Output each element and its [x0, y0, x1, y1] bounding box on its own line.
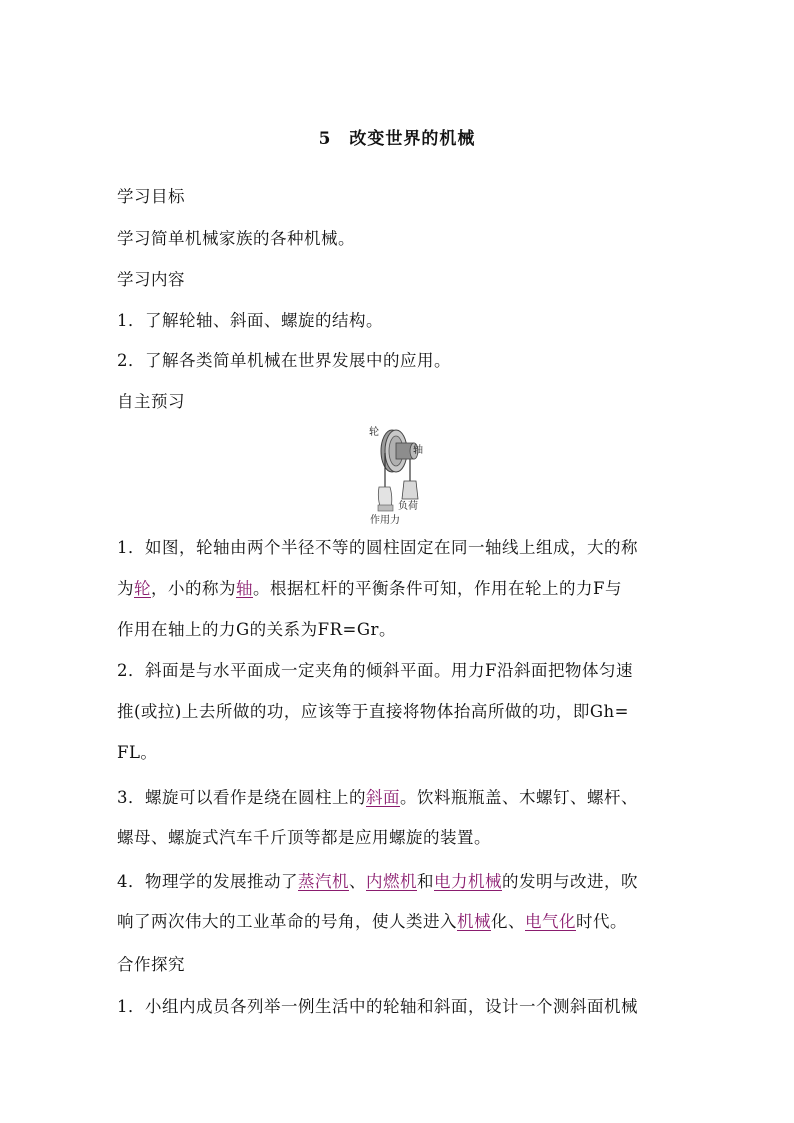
figure-label-force: 作用力 — [370, 515, 400, 526]
p4-text: 和 — [417, 872, 434, 891]
p1-line1: 1．如图，轮轴由两个半径不等的圆柱固定在同一轴线上组成，大的称 — [117, 538, 638, 557]
p4-line1 — [117, 871, 687, 893]
answer-combustion-engine: 内燃机 — [366, 872, 417, 891]
page-title: 5 改变世界的机械 — [318, 129, 476, 149]
p4-text: 4．物理学的发展推动了 — [117, 872, 298, 891]
p1-line3: 作用在轴上的力G的关系为FR=Gr。 — [117, 620, 396, 639]
answer-axle: 轴 — [236, 579, 253, 598]
answer-wheel: 轮 — [134, 579, 151, 598]
p3-text: 。饮料瓶瓶盖、木螺钉、螺杆、 — [400, 788, 638, 807]
p3-line2: 螺母、螺旋式汽车千斤顶等都是应用螺旋的装置。 — [117, 828, 491, 847]
p4-text: 、 — [349, 872, 366, 891]
p4-text: 的发明与改进，吹 — [502, 872, 638, 891]
answer-electrification: 电气化 — [525, 912, 576, 931]
p1-line2 — [117, 578, 687, 600]
figure-label-load: 负荷 — [398, 501, 418, 512]
p4-text: 化、 — [491, 912, 525, 931]
content-item-1: 1．了解轮轴、斜面、螺旋的结构。 — [117, 311, 383, 330]
section-heading-content: 学习内容 — [117, 270, 185, 289]
answer-mechanization: 机械 — [457, 912, 491, 931]
figure-label-axle: 轴 — [413, 445, 423, 456]
p3-text: 3．螺旋可以看作是绕在圆柱上的 — [117, 788, 366, 807]
p4-text: 响了两次伟大的工业革命的号角，使人类进入 — [117, 912, 457, 931]
p2-line2: 推(或拉)上去所做的功，应该等于直接将物体抬高所做的功，即Gh= — [117, 702, 630, 721]
p2-line1: 2．斜面是与水平面成一定夹角的倾斜平面。用力F沿斜面把物体匀速 — [117, 661, 633, 680]
answer-incline: 斜面 — [366, 788, 400, 807]
section-heading-goal: 学习目标 — [117, 187, 185, 206]
p1-text: 为 — [117, 579, 134, 598]
coop-item-1: 1．小组内成员各列举一例生活中的轮轴和斜面，设计一个测斜面机械 — [117, 997, 638, 1016]
goal-text: 学习简单机械家族的各种机械。 — [117, 229, 355, 248]
p4-line2 — [117, 911, 687, 933]
section-heading-coop: 合作探究 — [117, 955, 185, 974]
answer-electric-machinery: 电力机械 — [434, 872, 502, 891]
wheel-axle-figure — [365, 421, 435, 525]
p1-text: 。根据杠杆的平衡条件可知，作用在轮上的力F与 — [253, 579, 622, 598]
figure-label-wheel: 轮 — [369, 427, 379, 438]
section-heading-preview: 自主预习 — [117, 392, 185, 411]
p1-text: ，小的称为 — [151, 579, 236, 598]
p2-line3: FL。 — [117, 743, 158, 762]
p3-line1 — [117, 787, 687, 809]
content-item-2: 2．了解各类简单机械在世界发展中的应用。 — [117, 351, 451, 370]
p4-text: 时代。 — [576, 912, 627, 931]
answer-steam-engine: 蒸汽机 — [298, 872, 349, 891]
